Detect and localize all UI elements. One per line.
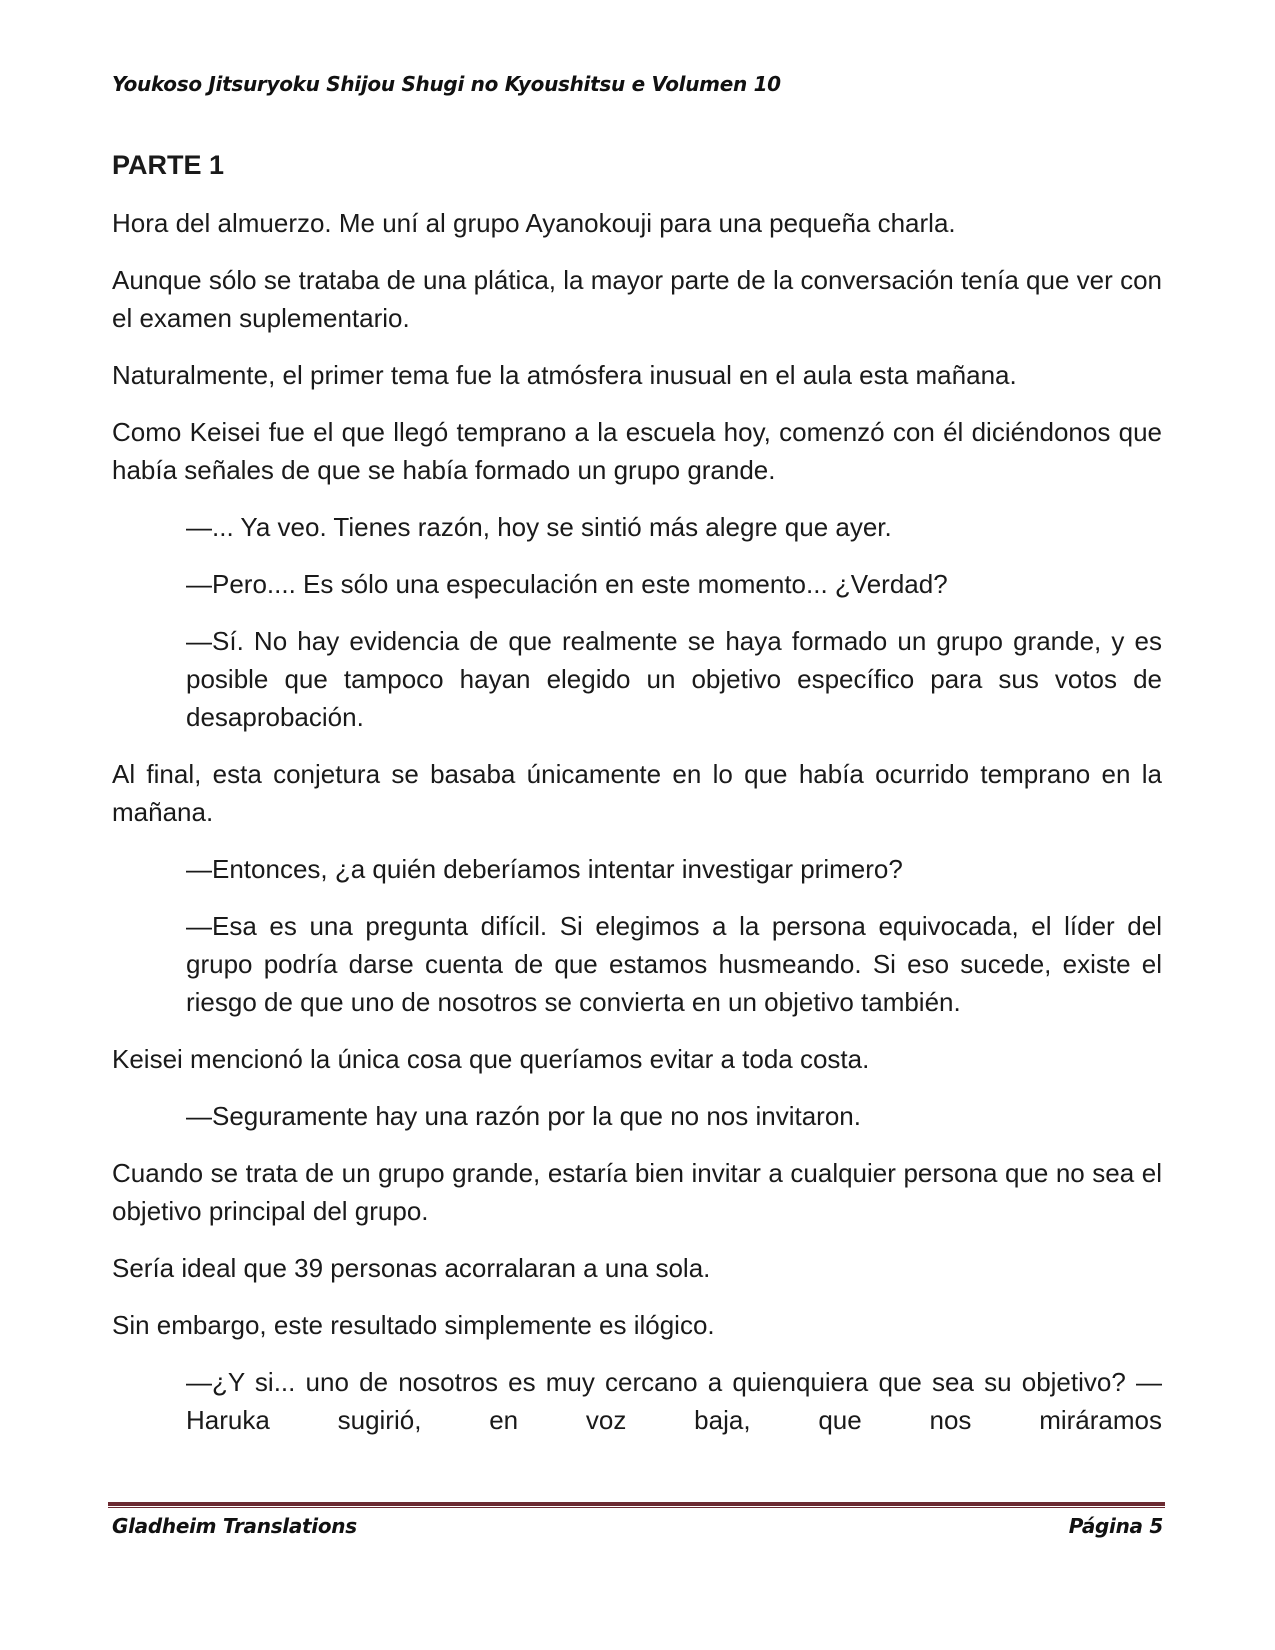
footer-divider <box>108 1502 1165 1508</box>
paragraph: Sería ideal que 39 personas acorralaran a una sola. <box>112 1253 711 1283</box>
page-body <box>112 148 1162 1458</box>
paragraph: Cuando se trata de un grupo grande, estaría bien invitar a cualquier persona que no sea el objetivo principal del grupo. <box>112 1158 1162 1226</box>
dialogue-paragraph: —Entonces, ¿a quién deberíamos intentar investigar primero? <box>186 854 903 884</box>
page-number: Página 5 <box>1068 1514 1163 1538</box>
paragraph: Naturalmente, el primer tema fue la atmósfera inusual en el aula esta mañana. <box>112 360 1017 390</box>
paragraph: Al final, esta conjetura se basaba únicamente en lo que había ocurrido temprano en la mañana. <box>112 759 1162 827</box>
paragraph: Aunque sólo se trataba de una plática, la mayor parte de la conversación tenía que ver con el examen suplementario. <box>112 265 1162 333</box>
running-header: Youkoso Jitsuryoku Shijou Shugi no Kyoushitsu e Volumen 10 <box>112 72 781 96</box>
paragraph: Como Keisei fue el que llegó temprano a la escuela hoy, comenzó con él diciéndonos que había señales de que se había formado un grupo grande. <box>112 417 1162 485</box>
footer-publisher: Gladheim Translations <box>112 1514 357 1538</box>
dialogue-paragraph: —Esa es una pregunta difícil. Si elegimos a la persona equivocada, el líder del grupo podría darse cuenta de que estamos husmeando. Si eso sucede, existe el riesgo de que uno de nosotros se convierta en un objetivo también. <box>186 911 1162 1017</box>
dialogue-paragraph: —¿Y si... uno de nosotros es muy cercano a quienquiera que sea su objetivo? —Haruka sugirió, en voz baja, que nos miráramos <box>186 1367 1162 1435</box>
paragraph: Keisei mencionó la única cosa que queríamos evitar a toda costa. <box>112 1044 870 1074</box>
paragraph: Hora del almuerzo. Me uní al grupo Ayanokouji para una pequeña charla. <box>112 208 956 238</box>
dialogue-paragraph: —... Ya veo. Tienes razón, hoy se sintió más alegre que ayer. <box>186 512 892 542</box>
dialogue-paragraph: —Pero.... Es sólo una especulación en este momento... ¿Verdad? <box>186 569 948 599</box>
section-title: PARTE 1 <box>112 150 225 180</box>
dialogue-paragraph: —Seguramente hay una razón por la que no nos invitaron. <box>186 1101 861 1131</box>
dialogue-paragraph: —Sí. No hay evidencia de que realmente se haya formado un grupo grande, y es posible que tampoco hayan elegido un objetivo específico para sus votos de desaprobación. <box>186 626 1162 732</box>
paragraph: Sin embargo, este resultado simplemente es ilógico. <box>112 1310 715 1340</box>
